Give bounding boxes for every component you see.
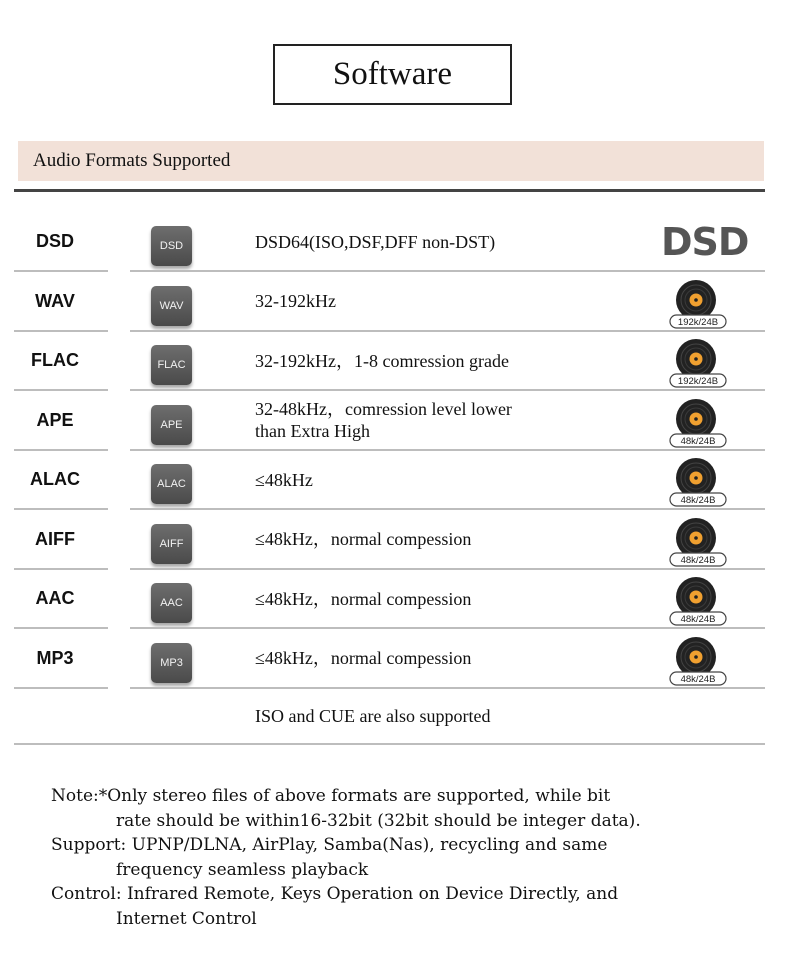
- control-label: Control:: [51, 884, 122, 904]
- badge-label: 48k/24B: [680, 495, 716, 506]
- format-desc-line-2: than Extra High: [255, 421, 370, 441]
- section-heading-label: Audio Formats Supported: [33, 150, 231, 171]
- note-line-1: *Only stereo files of above formats are supported, while bit: [98, 786, 611, 806]
- note-line-2: rate should be within16-32bit (32bit should be integer data).: [116, 810, 641, 831]
- format-desc-cell: [255, 629, 625, 688]
- format-chip-icon: [151, 583, 192, 623]
- format-desc-cell: [255, 510, 625, 569]
- control-paragraph: [51, 882, 751, 931]
- badge-label: 48k/24B: [680, 435, 716, 447]
- support-line-1: UPNP/DLNA, AirPlay, Samba(Nas), recycling and same: [126, 835, 608, 855]
- table-row: [0, 629, 790, 688]
- vinyl-disc-icon: [668, 635, 728, 687]
- format-desc: ≤48kHz，normal compession: [255, 529, 472, 549]
- format-name: AIFF: [35, 528, 75, 549]
- control-line-1: Infrared Remote, Keys Operation on Device Directly, and: [121, 884, 619, 904]
- format-chip-label: FLAC: [157, 359, 186, 371]
- section-heading: [18, 141, 764, 181]
- format-chip-icon: [151, 405, 192, 445]
- vinyl-disc-icon: [668, 456, 728, 508]
- badge-label: 192k/24B: [677, 316, 719, 328]
- control-line-2: Internet Control: [116, 908, 257, 929]
- format-chip-label: WAV: [159, 299, 184, 312]
- format-desc-cell: [255, 272, 625, 331]
- format-name: WAV: [35, 290, 75, 311]
- row-divider-right: [130, 687, 765, 689]
- note-label: Note:: [51, 786, 99, 806]
- table-row: [0, 331, 790, 390]
- table-bottom-divider: [14, 743, 765, 745]
- format-chip-icon: [151, 643, 192, 683]
- format-chip-icon: [151, 345, 192, 385]
- format-chip-icon: [151, 524, 192, 564]
- format-name: MP3: [36, 647, 74, 668]
- format-desc: ≤48kHz，normal compession: [255, 588, 472, 609]
- badge-label: 192k/24B: [677, 376, 719, 387]
- section-divider: [14, 189, 765, 192]
- table-row: [0, 391, 790, 450]
- format-chip-icon: [151, 464, 192, 504]
- support-line-2: frequency seamless playback: [116, 859, 369, 880]
- format-chip-label: APE: [160, 418, 183, 431]
- badge-label: 48k/24B: [680, 673, 716, 685]
- format-name: FLAC: [31, 350, 79, 370]
- format-chip-icon: [151, 286, 192, 326]
- format-chip-label: AAC: [160, 597, 183, 609]
- extra-support-text: ISO and CUE are also supported: [255, 706, 491, 726]
- format-desc-cell: [255, 450, 625, 509]
- format-desc: DSD64(ISO,DSF,DFF non-DST): [255, 231, 496, 252]
- table-row: [0, 272, 790, 331]
- row-divider-left: [14, 687, 108, 689]
- support-label: Support:: [51, 835, 127, 855]
- format-chip-label: AIFF: [159, 537, 184, 550]
- format-chip-label: ALAC: [157, 478, 186, 490]
- format-desc-cell: [255, 569, 625, 628]
- page-title: Software: [273, 44, 512, 105]
- note-paragraph: [51, 784, 751, 833]
- vinyl-disc-icon: [668, 575, 728, 627]
- format-name: APE: [36, 409, 74, 430]
- format-desc-line-1: 32-48kHz，comression level lower: [255, 399, 512, 419]
- format-desc-cell: [255, 331, 625, 390]
- vinyl-disc-icon: [668, 397, 728, 449]
- format-chip-label: DSD: [159, 240, 184, 252]
- format-desc: ≤48kHz: [255, 469, 313, 490]
- vinyl-disc-icon: [668, 337, 728, 389]
- badge-label: 48k/24B: [680, 614, 716, 625]
- format-desc: 32-192kHz，1-8 comression grade: [255, 350, 509, 371]
- support-paragraph: [51, 833, 751, 882]
- vinyl-disc-icon: [668, 516, 728, 568]
- format-desc: ≤48kHz，normal compession: [255, 648, 472, 668]
- vinyl-disc-icon: [668, 278, 728, 330]
- format-desc: 32-192kHz: [255, 291, 336, 311]
- format-name: DSD: [35, 231, 74, 251]
- table-row: [0, 510, 790, 569]
- notes-block: [51, 784, 751, 931]
- format-name: AAC: [35, 588, 75, 608]
- table-row: [0, 450, 790, 509]
- format-name: ALAC: [30, 469, 80, 489]
- dsd-logo: DSD: [661, 220, 749, 264]
- table-row: [0, 569, 790, 628]
- table-row: [0, 212, 790, 271]
- format-chip-icon: [151, 226, 192, 266]
- format-desc-cell: [255, 391, 625, 450]
- format-desc-cell: [255, 212, 625, 271]
- badge-label: 48k/24B: [680, 554, 716, 566]
- format-chip-label: MP3: [160, 656, 183, 669]
